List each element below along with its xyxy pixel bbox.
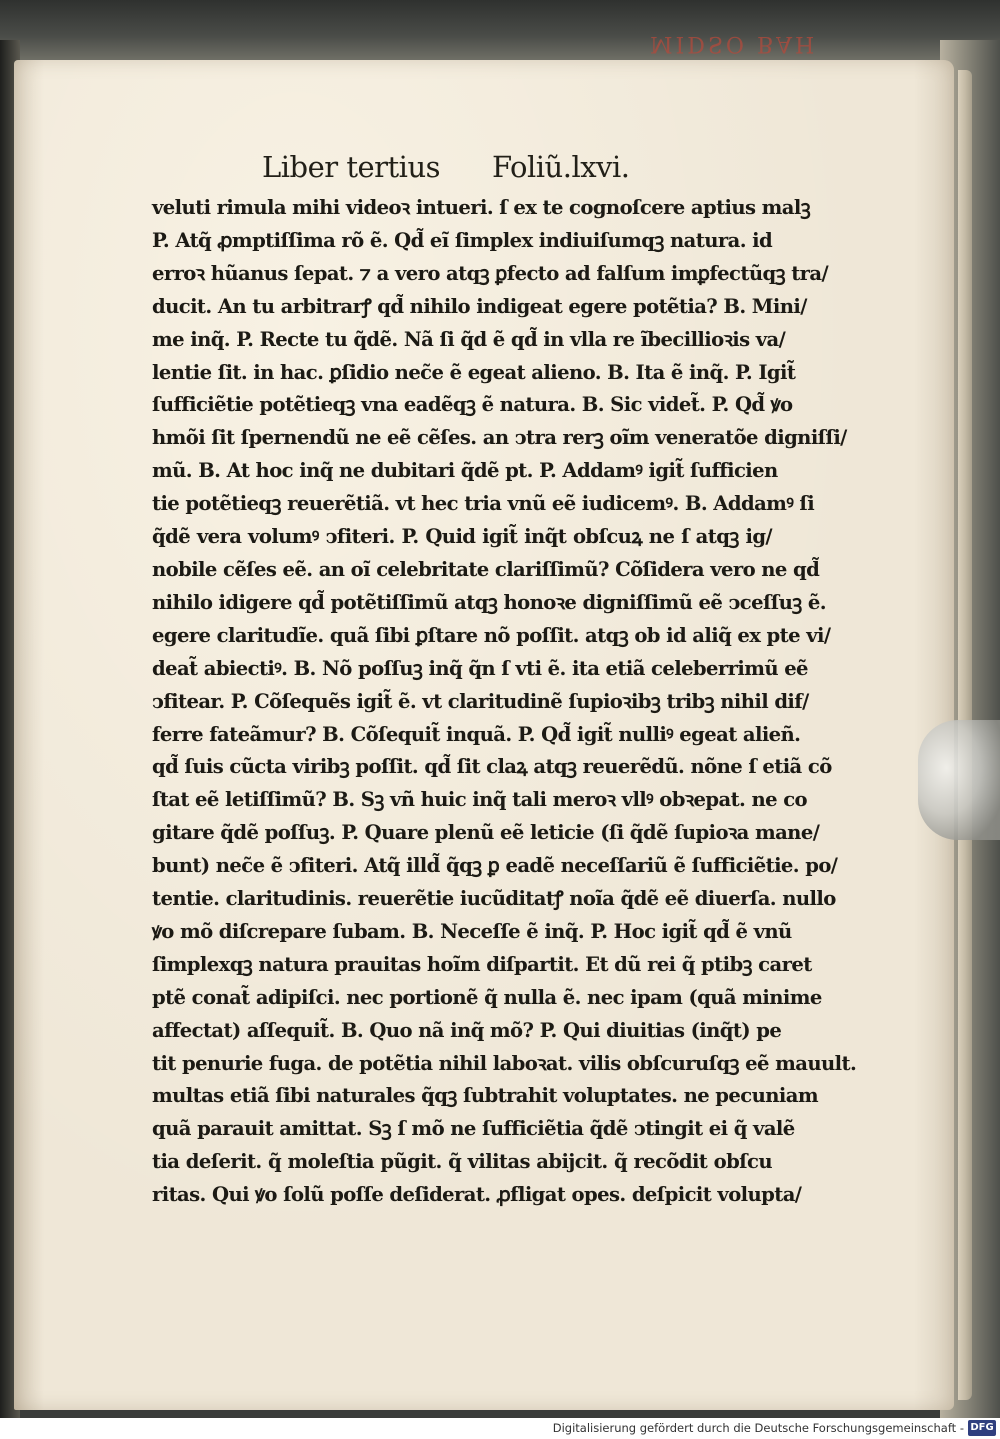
page-clip xyxy=(918,720,1000,840)
text-line: veluti rimula mihi videoꝛ intueri. ſ ex te cognoſcere aptius malꝫ xyxy=(152,196,811,219)
text-line: tia deſerit. q̃ moleſtia pũgit. q̃ vilitas abijcit. q̃ recõdit obſcu xyxy=(152,1150,772,1174)
folio-number: Foliũ.lxvi. xyxy=(492,150,630,184)
text-line: egere claritudĩe. quã ſibi ꝑſtare nõ poſſit. atqꝫ ob id aliq̃ ex pte vi/ xyxy=(152,623,831,647)
text-line: tit penurie fuga. de potẽtia nihil laboꝛat. vilis obſcuruſqꝫ eẽ mauult. xyxy=(152,1051,857,1075)
text-line: ducit. An tu arbitrarꝭ qd̃ nihilo indigeat egere potẽtia? B. Mini/ xyxy=(152,294,807,318)
dfg-logo: DFG xyxy=(968,1420,996,1436)
running-header xyxy=(262,150,630,184)
text-line: affectat) aſſequit̃. B. Quo nã inq̃ mõ? P. Qui diuitias (inq̃t) pe xyxy=(152,1018,782,1042)
text-line: ſtat eẽ letiſſimũ? B. Sꝫ vñ huic inq̃ tali meroꝛ vllꝰ obꝛepat. ne co xyxy=(152,788,807,812)
text-line: deat̃ abiectiꝰ. B. Nõ poſſuꝫ inq̃ q̃n ſ vti ẽ. ita etiã celeberrimũ eẽ xyxy=(152,656,808,680)
text-line: tentie. claritudinis. reuerẽtie iucũditatꝭ noĩa q̃dẽ eẽ diuerſa. nullo xyxy=(152,887,836,911)
text-line: hmõi ſit ſpernendũ ne eẽ cẽſes. an ↄtra rerꝫ oĩm veneratõe digniſſi/ xyxy=(152,426,847,450)
text-line: P. Atq̃ ꝓmptiſſima rõ ẽ. Qd̃ eĩ ſimplex indiuiſumqꝫ natura. id xyxy=(152,228,773,252)
text-line: nihilo idigere qd̃ potẽtiſſimũ atqꝫ honoꝛe digniſſimũ eẽ ↄceſſuꝫ ẽ. xyxy=(152,590,827,614)
text-line: ſimplexqꝫ natura prauitas hoĩm diſpartit. Et dũ rei q̃ ptibꝫ caret xyxy=(152,952,812,976)
text-line: quã parauit amittat. Sꝫ ſ mõ ne ſufficiẽtia q̃dẽ ↄtingit ei q̃ valẽ xyxy=(152,1117,795,1141)
text-line: ritas. Qui ꝟo ſolũ poſſe deſiderat. ꝓfligat opes. deſpicit volupta/ xyxy=(152,1183,802,1207)
text-line: q̃dẽ vera volumꝰ ↄfiteri. P. Quid igit̃ inq̃t obſcuꝝ ne ſ atqꝫ ig/ xyxy=(152,525,772,549)
text-line: tie potẽtieqꝫ reuerẽtiã. vt hec tria vnũ eẽ iudicemꝰ. B. Addamꝰ ſi xyxy=(152,492,815,516)
running-title: Liber tertius xyxy=(262,150,441,184)
text-line: nobile cẽſes eẽ. an oĩ celebritate clariſſimũ? Cõſidera vero ne qd̃ xyxy=(152,557,820,581)
text-line: ptẽ conat̃ adipiſci. nec portionẽ q̃ nulla ẽ. nec ipam (quã minime xyxy=(152,985,822,1009)
text-block xyxy=(152,192,857,1212)
text-line: erroꝛ hũanus ſepat. ⁊ a vero atqꝫ ꝑfecto ad falſum imꝑfectũqꝫ tra/ xyxy=(152,261,829,285)
text-line: multas etiã ſibi naturales q̃qꝫ ſubtrahit voluptates. ne pecuniam xyxy=(152,1084,818,1108)
text-line: ferre fateãmur? B. Cõſequit̃ inquã. P. Qd̃ igit̃ nulliꝰ egeat alieñ. xyxy=(152,722,801,746)
text-line: mũ. B. At hoc inq̃ ne dubitari q̃dẽ pt. P. Addamꝰ igit̃ ſufficien xyxy=(152,459,778,483)
text-line: me inq̃. P. Recte tu q̃dẽ. Nã ſi q̃d ẽ qd̃ in vlla re ĩbecillioꝛis va/ xyxy=(152,327,786,351)
digitization-credit: Digitalisierung gefördert durch die Deutsche Forschungsgemeinschaft - xyxy=(552,1421,964,1435)
text-line: gitare q̃dẽ poſſuꝫ. P. Quare plenũ eẽ leticie (ſi q̃dẽ ſupioꝛa mane/ xyxy=(152,821,820,845)
text-line: ↄfitear. P. Cõſequẽs igit̃ ẽ. vt claritudinẽ ſupioꝛibꝫ tribꝫ nihil dif/ xyxy=(152,689,809,713)
text-line: lentie ſit. in hac. ꝑſidio nec̃e ẽ egeat alieno. B. Ita ẽ inq̃. P. Igit̃ xyxy=(152,360,796,384)
text-line: ſufficiẽtie potẽtieqꝫ vna eadẽqꝫ ẽ natura. B. Sic videt̃. P. Qd̃ ꝟo xyxy=(152,393,793,417)
text-line: qd̃ ſuis cũcta viribꝫ poſſit. qd̃ ſit claꝝ atqꝫ reuerẽdũ. nõne ſ etiã cõ xyxy=(152,755,832,779)
mirrored-stamp: MIDSO BAH xyxy=(650,31,818,56)
book-cover-top xyxy=(0,0,1000,60)
text-line: ꝟo mõ diſcrepare ſubam. B. Neceſſe ẽ inq̃. P. Hoc igit̃ qd̃ ẽ vnũ xyxy=(152,919,792,943)
text-line: bunt) nec̃e ẽ ↄfiteri. Atq̃ illd̃ q̃qꝫ ꝑ eadẽ neceſſariũ ẽ ſufficiẽtie. po/ xyxy=(152,854,838,878)
